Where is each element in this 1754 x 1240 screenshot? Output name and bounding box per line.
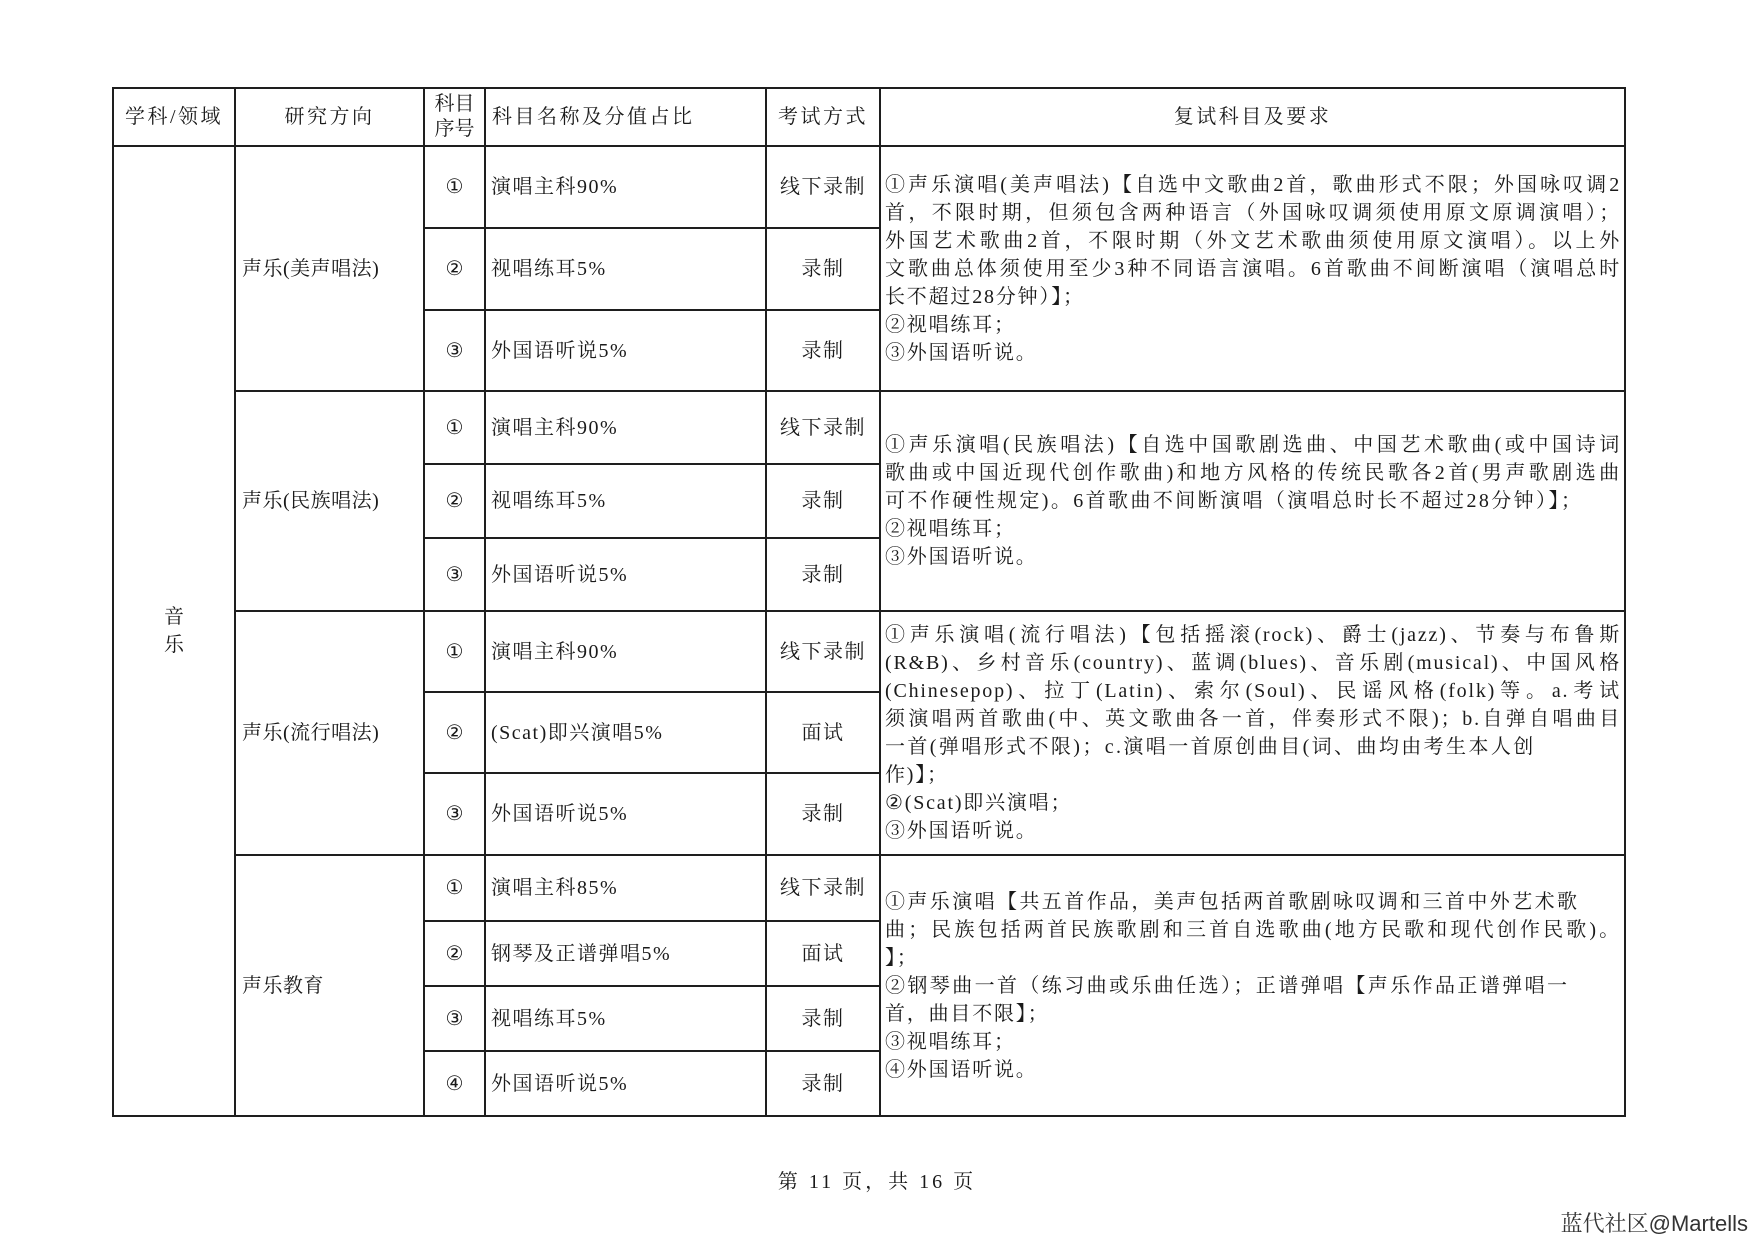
exam-method-cell: 线下录制 [766,855,880,921]
header-seq-line: 科目 [434,93,475,115]
seq-cell: ① [424,611,485,692]
header-research-direction: 研究方向 [235,88,424,146]
subject-name-cell: 外国语听说5% [485,1051,766,1116]
exam-method-cell: 录制 [766,773,880,855]
requirement-line: 一首(弹唱形式不限)；c.演唱一首原创曲目(词、曲均由考生本人创 [885,736,1536,758]
requirement-line: ③外国语听说。 [885,820,1038,842]
requirements-cell [880,611,1625,855]
exam-method-cell: 录制 [766,538,880,611]
subject-field-text: 音乐 [164,606,184,656]
seq-cell: ② [424,692,485,773]
exam-method-cell: 录制 [766,986,880,1051]
retest-subjects-table [112,87,1626,1117]
seq-cell: ① [424,391,485,464]
seq-cell: ④ [424,1051,485,1116]
requirement-line: ②(Scat)即兴演唱； [885,792,1073,814]
requirement-line: (R&B)、乡村音乐(country)、蓝调(blues)、音乐剧(musical)、中国风格 [885,652,1621,674]
subject-name-cell: 钢琴及正谱弹唱5% [485,921,766,986]
requirements-cell [880,146,1625,391]
requirement-line: 须演唱两首歌曲(中、英文歌曲各一首，伴奏形式不限)；b.自弹自唱曲目 [885,708,1621,730]
page-number: 第 11 页，共 16 页 [777,1171,977,1193]
requirement-line: ④外国语听说。 [885,1058,1038,1081]
requirement-line: ①声乐演唱(美声唱法)【自选中文歌曲2首，歌曲形式不限；外国咏叹调2 [885,173,1621,196]
subject-name-cell: 演唱主科85% [485,855,766,921]
header-subject-name: 科目名称及分值占比 [485,88,766,146]
exam-method-cell: 录制 [766,1051,880,1116]
seq-cell: ② [424,921,485,986]
table-row [113,391,1625,464]
header-seq-line: 序号 [434,118,475,140]
requirement-line: 长不超过28分钟）】； [885,285,1085,308]
seq-cell: ③ [424,538,485,611]
requirement-line: 】； [885,946,919,969]
requirement-line: ③外国语听说。 [885,341,1038,364]
requirement-line: 文歌曲总体须使用至少3种不同语言演唱。6首歌曲不间断演唱（演唱总时 [885,257,1621,280]
requirement-line: ①声乐演唱【共五首作品，美声包括两首歌剧咏叹调和三首中外艺术歌 [885,890,1580,913]
requirement-line: ②视唱练耳； [885,313,1016,336]
exam-method-cell: 线下录制 [766,391,880,464]
subject-name-cell: 视唱练耳5% [485,228,766,310]
exam-method-cell: 面试 [766,692,880,773]
seq-cell: ① [424,146,485,228]
table-row [113,611,1625,692]
requirement-line: ①声乐演唱(民族唱法)【自选中国歌剧选曲、中国艺术歌曲(或中国诗词 [885,434,1621,456]
exam-method-cell: 录制 [766,228,880,310]
subject-name-cell: 视唱练耳5% [485,464,766,538]
requirement-line: 可不作硬性规定)。6首歌曲不间断演唱（演唱总时长不超过28分钟）】； [885,490,1584,512]
header-row [113,88,1625,146]
seq-cell: ① [424,855,485,921]
requirement-line: 首，曲目不限】； [885,1002,1050,1025]
requirement-line: ②钢琴曲一首（练习曲或乐曲任选）；正谱弹唱【声乐作品正谱弹唱一 [885,974,1570,997]
requirement-line: (Chinesepop)、拉丁(Latin)、索尔(Soul)、民谣风格(folk)等。a.考试 [885,680,1621,702]
seq-cell: ③ [424,986,485,1051]
requirement-line: ③视唱练耳； [885,1030,1016,1053]
table-row [113,855,1625,921]
requirement-line: ③外国语听说。 [885,546,1038,568]
requirements-cell [880,391,1625,611]
exam-method-cell: 线下录制 [766,146,880,228]
direction-cell: 声乐(美声唱法) [235,146,424,391]
direction-cell: 声乐(流行唱法) [235,611,424,855]
direction-cell: 声乐教育 [235,855,424,1116]
header-seq [424,88,485,146]
subject-name-cell: 视唱练耳5% [485,986,766,1051]
direction-cell: 声乐(民族唱法) [235,391,424,611]
requirement-line: 首，不限时期，但须包含两种语言（外国咏叹调须使用原文原调演唱）； [885,201,1621,224]
exam-method-cell: 录制 [766,464,880,538]
subject-name-cell: (Scat)即兴演唱5% [485,692,766,773]
seq-cell: ③ [424,310,485,391]
header-subject-field: 学科/领域 [113,88,235,146]
subject-field-cell [113,146,235,1116]
exam-method-cell: 面试 [766,921,880,986]
watermark: 蓝代社区@Martells [1560,1211,1748,1236]
header-exam-method: 考试方式 [766,88,880,146]
subject-name-cell: 演唱主科90% [485,391,766,464]
seq-cell: ② [424,228,485,310]
requirement-line: ②视唱练耳； [885,518,1016,540]
exam-method-cell: 线下录制 [766,611,880,692]
requirements-cell [880,855,1625,1116]
subject-name-cell: 外国语听说5% [485,538,766,611]
requirement-line: 曲；民族包括两首民族歌剧和三首自选歌曲(地方民歌和现代创作民歌)。 [885,918,1621,941]
seq-cell: ② [424,464,485,538]
subject-name-cell: 外国语听说5% [485,773,766,855]
subject-name-cell: 演唱主科90% [485,611,766,692]
seq-cell: ③ [424,773,485,855]
requirement-line: 作)】； [885,764,949,786]
requirement-line: 歌曲或中国近现代创作歌曲)和地方风格的传统民歌各2首(男声歌剧选曲 [885,462,1621,484]
header-retest-requirements: 复试科目及要求 [880,88,1625,146]
subject-name-cell: 演唱主科90% [485,146,766,228]
requirement-line: 外国艺术歌曲2首，不限时期（外文艺术歌曲须使用原文演唱）。以上外 [885,229,1621,252]
table-row [113,146,1625,228]
requirement-line: ①声乐演唱(流行唱法)【包括摇滚(rock)、爵士(jazz)、节奏与布鲁斯 [885,624,1621,646]
exam-method-cell: 录制 [766,310,880,391]
subject-name-cell: 外国语听说5% [485,310,766,391]
